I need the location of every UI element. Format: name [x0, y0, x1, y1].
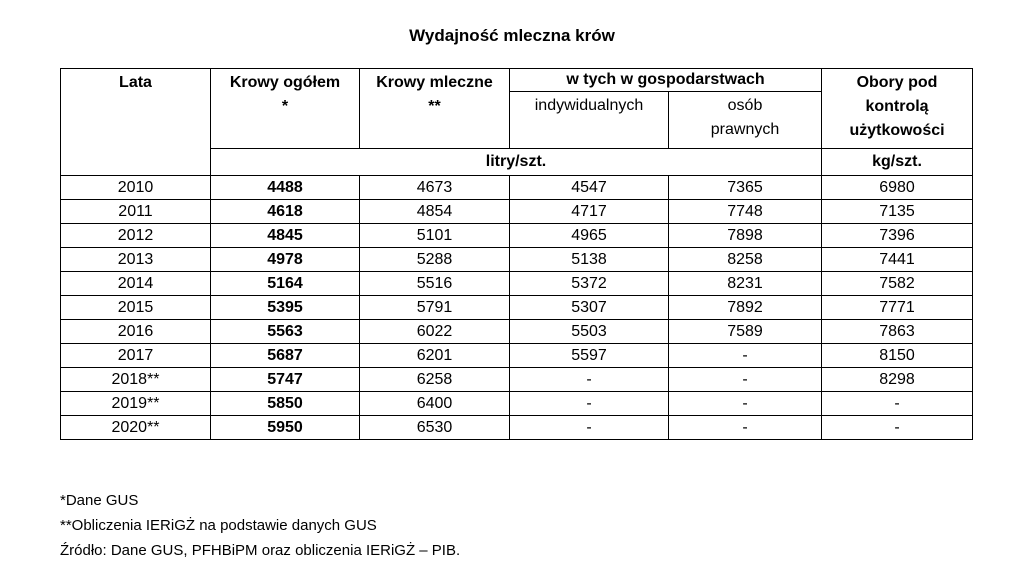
cell-krowy-mleczne: 5101 — [360, 224, 510, 248]
cell-obory: 6980 — [822, 176, 973, 200]
cell-indywidualnych: - — [510, 416, 669, 440]
footnote-zrodlo: Źródło: Dane GUS, PFHBiPM oraz obliczenia IERiGŻ – PIB. — [60, 542, 461, 559]
footnotes — [60, 488, 460, 563]
cell-year: 2014 — [61, 272, 211, 296]
cell-indywidualnych: 4717 — [510, 200, 669, 224]
cell-osob-prawnych: - — [669, 344, 822, 368]
table-row — [61, 368, 973, 392]
cell-obory: 7396 — [822, 224, 973, 248]
cell-indywidualnych: 5307 — [510, 296, 669, 320]
table-row — [61, 176, 973, 200]
cell-osob-prawnych: - — [669, 416, 822, 440]
cell-osob-prawnych: 7898 — [669, 224, 822, 248]
cell-krowy-mleczne: 6400 — [360, 392, 510, 416]
header-indywidualnych: indywidualnych — [510, 92, 669, 149]
cell-krowy-mleczne: 5516 — [360, 272, 510, 296]
cell-osob-prawnych: 8258 — [669, 248, 822, 272]
cell-krowy-ogolem: 5687 — [211, 344, 360, 368]
cell-indywidualnych: - — [510, 368, 669, 392]
cell-krowy-ogolem: 4978 — [211, 248, 360, 272]
cell-obory: - — [822, 416, 973, 440]
table-row — [61, 248, 973, 272]
cell-year: 2016 — [61, 320, 211, 344]
cell-year: 2015 — [61, 296, 211, 320]
cell-indywidualnych: 5597 — [510, 344, 669, 368]
cell-indywidualnych: 5138 — [510, 248, 669, 272]
cell-year: 2010 — [61, 176, 211, 200]
cell-osob-prawnych: 7892 — [669, 296, 822, 320]
cell-obory: 7863 — [822, 320, 973, 344]
header-krowy-ogolem: Krowy ogółem * — [211, 69, 360, 149]
cell-krowy-mleczne: 4854 — [360, 200, 510, 224]
cell-obory: - — [822, 392, 973, 416]
table-row — [61, 296, 973, 320]
cell-year: 2013 — [61, 248, 211, 272]
cell-obory: 7135 — [822, 200, 973, 224]
table-row — [61, 416, 973, 440]
cell-obory: 7771 — [822, 296, 973, 320]
cell-indywidualnych: 5372 — [510, 272, 669, 296]
milk-yield-table — [60, 68, 973, 440]
cell-krowy-ogolem: 5164 — [211, 272, 360, 296]
cell-krowy-ogolem: 5850 — [211, 392, 360, 416]
cell-obory: 8150 — [822, 344, 973, 368]
cell-year: 2011 — [61, 200, 211, 224]
cell-krowy-mleczne: 5791 — [360, 296, 510, 320]
cell-krowy-mleczne: 4673 — [360, 176, 510, 200]
header-krowy-mleczne: Krowy mleczne ** — [360, 69, 510, 149]
cell-osob-prawnych: 7589 — [669, 320, 822, 344]
cell-obory: 8298 — [822, 368, 973, 392]
cell-year: 2012 — [61, 224, 211, 248]
cell-krowy-ogolem: 4488 — [211, 176, 360, 200]
cell-krowy-mleczne: 6022 — [360, 320, 510, 344]
table-row — [61, 344, 973, 368]
cell-krowy-mleczne: 6530 — [360, 416, 510, 440]
cell-indywidualnych: 4547 — [510, 176, 669, 200]
table-row — [61, 392, 973, 416]
footnote-obliczenia: **Obliczenia IERiGŻ na podstawie danych GUS — [60, 517, 377, 534]
table-row — [61, 224, 973, 248]
cell-year: 2017 — [61, 344, 211, 368]
table-row — [61, 200, 973, 224]
cell-krowy-mleczne: 5288 — [360, 248, 510, 272]
table-title: Wydajność mleczna krów — [409, 26, 615, 45]
cell-krowy-mleczne: 6201 — [360, 344, 510, 368]
cell-krowy-ogolem: 5747 — [211, 368, 360, 392]
cell-krowy-ogolem: 5563 — [211, 320, 360, 344]
header-lata: Lata — [61, 69, 211, 176]
cell-osob-prawnych: 8231 — [669, 272, 822, 296]
cell-krowy-mleczne: 6258 — [360, 368, 510, 392]
footnote-dane-gus: *Dane GUS — [60, 492, 139, 509]
cell-indywidualnych: - — [510, 392, 669, 416]
cell-year: 2018** — [61, 368, 211, 392]
cell-obory: 7441 — [822, 248, 973, 272]
cell-krowy-ogolem: 4618 — [211, 200, 360, 224]
cell-indywidualnych: 4965 — [510, 224, 669, 248]
cell-krowy-ogolem: 4845 — [211, 224, 360, 248]
cell-year: 2020** — [61, 416, 211, 440]
table-row — [61, 320, 973, 344]
cell-krowy-ogolem: 5950 — [211, 416, 360, 440]
cell-osob-prawnych: 7748 — [669, 200, 822, 224]
header-obory: Obory pod kontrolą użytkowości — [822, 69, 973, 149]
unit-kg: kg/szt. — [822, 149, 973, 176]
cell-osob-prawnych: 7365 — [669, 176, 822, 200]
table-row — [61, 272, 973, 296]
cell-osob-prawnych: - — [669, 368, 822, 392]
header-osob-prawnych: osób prawnych — [669, 92, 822, 149]
unit-litry: litry/szt. — [211, 149, 822, 176]
cell-osob-prawnych: - — [669, 392, 822, 416]
header-w-tych: w tych w gospodarstwach — [510, 69, 822, 92]
cell-krowy-ogolem: 5395 — [211, 296, 360, 320]
cell-obory: 7582 — [822, 272, 973, 296]
cell-year: 2019** — [61, 392, 211, 416]
cell-indywidualnych: 5503 — [510, 320, 669, 344]
